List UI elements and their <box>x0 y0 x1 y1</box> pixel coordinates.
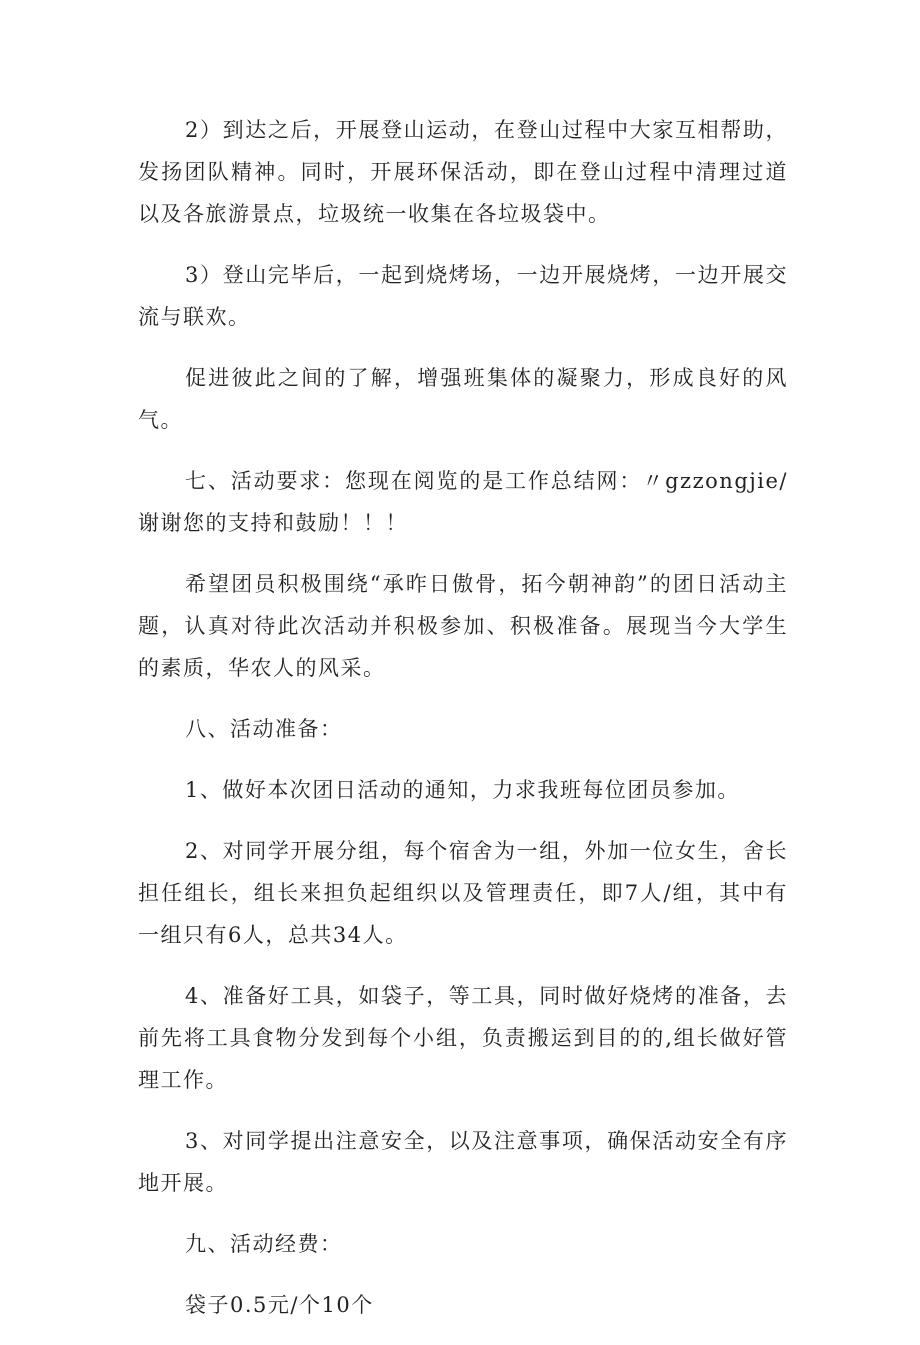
document-body <box>138 109 788 1345</box>
paragraph-preparation-4: 4、准备好工具，如袋子，等工具，同时做好烧烤的准备，去前先将工具食物分发到每个小组，负责搬运到目的的,组长做好管理工作。 <box>138 984 788 1092</box>
paragraph-preparation-1: 1、做好本次团日活动的通知，力求我班每位团员参加。 <box>185 778 740 802</box>
paragraph-budget-heading: 九、活动经费： <box>185 1232 343 1256</box>
paragraph-requirements-body: 希望团员积极围绕“承昨日傲骨，拓今朝神韵”的团日活动主题，认真对待此次活动并积极参加、积极准备。展现当今大学生的素质，华农人的风采。 <box>138 572 788 680</box>
paragraph-requirements-heading: 七、活动要求：您现在阅览的是工作总结网：〃gzzongjie/谢谢您的支持和鼓励！！！ <box>138 469 788 535</box>
paragraph-preparation-2: 2、对同学开展分组，每个宿舍为一组，外加一位女生，舍长担任组长，组长来担负起组织以及管理责任，即7人/组，其中有一组只有6人，总共34人。 <box>138 839 788 947</box>
paragraph-budget-bags: 袋子0.5元/个10个 <box>185 1293 374 1317</box>
paragraph-climbing: 2）到达之后，开展登山运动，在登山过程中大家互相帮助，发扬团队精神。同时，开展环保活动，即在登山过程中清理过道以及各旅游景点，垃圾统一收集在各垃圾袋中。 <box>138 118 788 226</box>
paragraph-preparation-heading: 八、活动准备： <box>185 717 343 741</box>
paragraph-barbecue: 3）登山完毕后，一起到烧烤场，一边开展烧烤，一边开展交流与联欢。 <box>138 263 788 329</box>
paragraph-purpose: 促进彼此之间的了解，增强班集体的凝聚力，形成良好的风气。 <box>138 366 788 432</box>
paragraph-preparation-3: 3、对同学提出注意安全，以及注意事项，确保活动安全有序地开展。 <box>138 1129 788 1195</box>
